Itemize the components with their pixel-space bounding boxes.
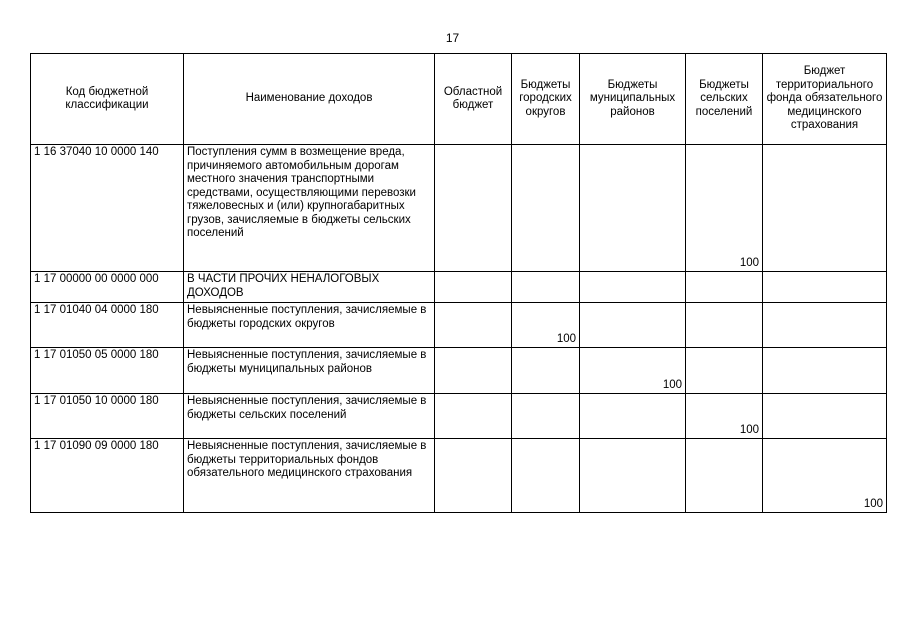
row-code: 1 17 01090 09 0000 180 (31, 439, 184, 513)
table-row (31, 145, 887, 272)
row-name: Невыясненные поступления, зачисляемые в бюджеты городских округов (184, 303, 435, 348)
table-row (31, 272, 887, 303)
row-name: Поступления сумм в возмещение вреда, причиняемого автомобильным дорогам местного значения транспортными средствами, осуществляющими перевозки тяжеловесных и (или) крупногабаритных грузов, зачисляемые в бюджеты сельских поселений (184, 145, 435, 272)
row-value (512, 348, 580, 394)
row-value (580, 303, 686, 348)
row-code: 1 16 37040 10 0000 140 (31, 145, 184, 272)
row-value: 100 (686, 394, 763, 439)
row-value (763, 272, 887, 303)
row-name: Невыясненные поступления, зачисляемые в бюджеты сельских поселений (184, 394, 435, 439)
page-number: 17 (445, 31, 460, 45)
budget-revenue-table (30, 53, 887, 513)
row-value (435, 394, 512, 439)
row-value: 100 (686, 145, 763, 272)
row-value (686, 348, 763, 394)
column-header-medical-insurance-fund: Бюджет территориального фонда обязательного медицинского страхования (763, 54, 887, 145)
row-value: 100 (763, 439, 887, 513)
column-header-name: Наименование доходов (184, 54, 435, 145)
row-value (580, 272, 686, 303)
row-code: 1 17 01040 04 0000 180 (31, 303, 184, 348)
row-value (435, 272, 512, 303)
row-value (580, 145, 686, 272)
row-value (763, 303, 887, 348)
column-header-city-districts: Бюджеты городских округов (512, 54, 580, 145)
row-value (686, 439, 763, 513)
table-row (31, 439, 887, 513)
table-row (31, 394, 887, 439)
row-value: 100 (512, 303, 580, 348)
row-name: Невыясненные поступления, зачисляемые в бюджеты территориальных фондов обязательного медицинского страхования (184, 439, 435, 513)
row-value (763, 394, 887, 439)
row-value (686, 303, 763, 348)
row-value: 100 (580, 348, 686, 394)
column-header-code: Код бюджетной классификации (31, 54, 184, 145)
row-value (763, 348, 887, 394)
table-header-row (31, 54, 887, 145)
row-value (580, 394, 686, 439)
row-value (512, 439, 580, 513)
table-row (31, 303, 887, 348)
column-header-regional-budget: Областной бюджет (435, 54, 512, 145)
row-value (512, 145, 580, 272)
row-value (512, 272, 580, 303)
column-header-rural-settlements: Бюджеты сельских поселений (686, 54, 763, 145)
row-value (435, 439, 512, 513)
column-header-municipal-districts: Бюджеты муниципальных районов (580, 54, 686, 145)
row-name: Невыясненные поступления, зачисляемые в бюджеты муниципальных районов (184, 348, 435, 394)
row-value (580, 439, 686, 513)
row-value (435, 348, 512, 394)
row-value (435, 303, 512, 348)
row-code: 1 17 00000 00 0000 000 (31, 272, 184, 303)
row-value (686, 272, 763, 303)
row-name: В ЧАСТИ ПРОЧИХ НЕНАЛОГОВЫХ ДОХОДОВ (184, 272, 435, 303)
table-row (31, 348, 887, 394)
row-value (435, 145, 512, 272)
row-value (512, 394, 580, 439)
row-code: 1 17 01050 10 0000 180 (31, 394, 184, 439)
row-value (763, 145, 887, 272)
row-code: 1 17 01050 05 0000 180 (31, 348, 184, 394)
